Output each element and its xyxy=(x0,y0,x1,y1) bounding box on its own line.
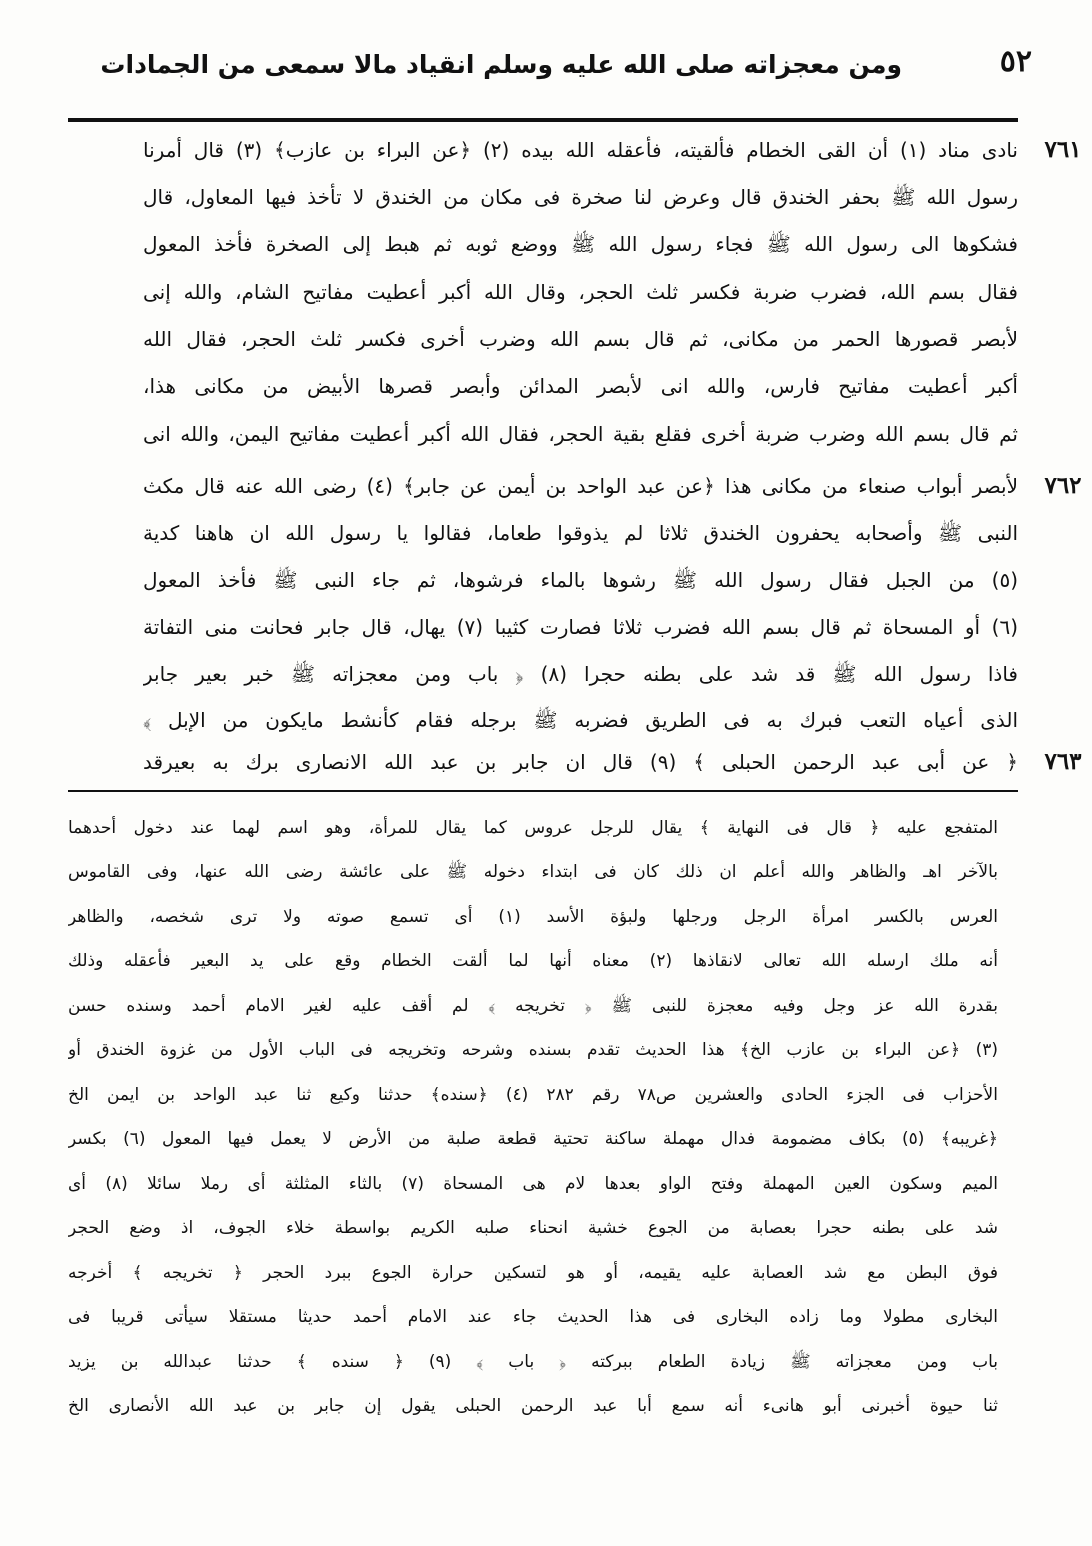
footnote-line: بقدرة الله عز وجل وفيه معجزة للنبى ﷺ ﴿ تخريجه ﴾ لم أقف عليه لغير الامام أحمد وسنده حسن xyxy=(68,996,998,1016)
text-line: ﴿ عن أبى عبد الرحمن الحبلى ﴾ (٩) قال ان جابر بن عبد الله الانصارى برك به بعيرقد xyxy=(143,750,1018,774)
text-line: فاذا رسول الله ﷺ قد شد على بطنه حجرا (٨) ﴿ باب ومن معجزاته ﷺ خبر بعير جابر xyxy=(143,662,1018,686)
text-line: النبى ﷺ وأصحابه يحفرون الخندق ثلاثا لم يذوقوا طعاما، فقالوا يا رسول الله ان هاهنا كدية xyxy=(143,521,1018,545)
footnote-line: بالآخر اهـ والظاهر والله أعلم ان ذلك كان فى ابتداء دخوله ﷺ على عائشة رضى الله عنها، وفى القاموس xyxy=(68,862,998,882)
footnote-line: الميم وسكون العين المهملة وفتح الواو بعدها لام هى المسحاة (٧) بالثاء المثلثة أى رملا سائلا (٨) أى xyxy=(68,1174,998,1194)
text-line: فشكوها الى رسول الله ﷺ فجاء رسول الله ﷺ ووضع ثوبه ثم هبط إلى الصخرة فأخذ المعول xyxy=(143,232,1018,256)
text-line: ثم قال بسم الله وضرب ضربة أخرى فقلع بقية الحجر، فقال الله أكبر أعطيت مفاتيح اليمن، والله انى xyxy=(143,422,1018,446)
text-line: لأبصر أبواب صنعاء من مكانى هذا ﴿عن عبد الواحد بن أيمن عن جابر﴾ (٤) رضى الله عنه قال مكث xyxy=(143,474,1018,498)
hadith-number: ٧٦١ xyxy=(1044,136,1082,163)
footnote-line: شد على بطنه حجرا بعصابة من الجوع خشية انحناء صلبه الكريم بواسطة خلاء الجوف، اذ وضع الحجر xyxy=(68,1218,998,1238)
footnote-line: الأحزاب فى الجزء الحادى والعشرين ص٧٨ رقم ٢٨٢ (٤) ﴿سنده﴾ حدثنا وكيع ثنا عبد الواحد بن ايمن الخ xyxy=(68,1085,998,1105)
hadith-number: ٧٦٣ xyxy=(1044,748,1082,775)
running-title: ومن معجزاته صلى الله عليه وسلم انقياد مالا سمعى من الجمادات xyxy=(100,50,902,79)
text-line: نادى مناد (١) أن القى الخطام فألقيته، فأعقله الله بيده (٢) ﴿عن البراء بن عازب﴾ (٣) قال أمرنا xyxy=(143,138,1018,162)
text-line: أكبر أعطيت مفاتيح فارس، والله انى لأبصر المدائن وأبصر قصرها الأبيض من مكانى هذا، xyxy=(143,374,1018,398)
text-line: (٥) من الجبل فقال رسول الله ﷺ رشوها بالماء فرشوها، ثم جاء النبى ﷺ فأخذ المعول xyxy=(143,568,1018,592)
footnote-rule xyxy=(68,790,1018,792)
footnotes xyxy=(68,800,998,1500)
footnote-line: البخارى مطولا وما زاده البخارى فى هذا الحديث جاء عند الامام أحمد حديثا مستقلا سيأتى قريبا فى xyxy=(68,1307,998,1327)
page-number: ٥٢ xyxy=(999,44,1032,79)
footnote-line: فوق البطن مع شد العصابة عليه يقيمه، أو هو لتسكين حرارة الجوع ببرد الحجر ﴿ تخريجه ﴾ أخرجه xyxy=(68,1263,998,1283)
footnote-line: أنه ملك ارسله الله تعالى لانقاذها (٢) معناه أنها لما ألقت الخطام وقع على يد البعير فأعقله وذلك xyxy=(68,951,998,971)
header-rule xyxy=(68,118,1018,122)
footnote-line: العرس بالكسر امرأة الرجل ورجلها ولبؤة الأسد (١) أى تسمع صوته ولا ترى شخصه، والظاهر xyxy=(68,907,998,927)
footnote-line: المتفجع عليه ﴿ قال فى النهاية ﴾ يقال للرجل عروس كما يقال للمرأة، وهو اسم لهما عند دخول أحدهما xyxy=(68,818,998,838)
footnote-line: ثنا حيوة أخبرنى أبو هانىء أنه سمع أبا عبد الرحمن الحبلى يقول إن جابر بن عبد الله الأنصارى الخ xyxy=(68,1396,998,1416)
text-line: رسول الله ﷺ بحفر الخندق قال وعرض لنا صخرة فى مكان من الخندق لا تأخذ فيها المعاول، قال xyxy=(143,185,1018,209)
footnote-line: (٣) ﴿عن البراء بن عازب الخ﴾ هذا الحديث تقدم بسنده وشرحه وتخريجه فى الباب الأول من غزوة الخندق أو xyxy=(68,1040,998,1060)
text-line: (٦) أو المسحاة ثم قال بسم الله فضرب ثلاثا فصارت كثيبا (٧) يهال، قال جابر فحانت منى التفاتة xyxy=(143,615,1018,639)
footnote-line: باب ومن معجزاته ﷺ زيادة الطعام ببركته ﴿ باب ﴾ (٩) ﴿ سنده ﴾ حدثنا عبدالله بن يزيد xyxy=(68,1352,998,1372)
main-text xyxy=(68,128,1082,778)
text-line: فقال بسم الله، فضرب ضربة فكسر ثلث الحجر، وقال الله أكبر أعطيت مفاتيح الشام، والله إنى xyxy=(143,280,1018,304)
footnote-line: ﴿غريبه﴾ (٥) بكاف مضمومة فدال مهملة ساكنة تحتية قطعة صلبة من الأرض لا يعمل فيها المعول (٦) بكسر xyxy=(68,1129,998,1149)
hadith-number: ٧٦٢ xyxy=(1044,472,1082,499)
text-line: لأبصر قصورها الحمر من مكانى، ثم قال بسم الله وضرب أخرى فكسر ثلث الحجر، فقال الله xyxy=(143,327,1018,351)
text-line: الذى أعياه التعب فبرك به فى الطريق فضربه ﷺ برجله فقام كأنشط مايكون من الإبل ﴾ xyxy=(143,708,1018,732)
page-header xyxy=(100,44,1032,92)
